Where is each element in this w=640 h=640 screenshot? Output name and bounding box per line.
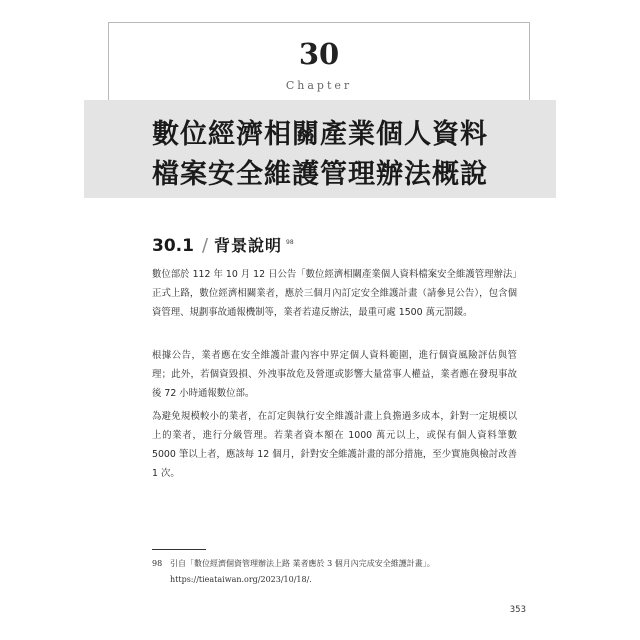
chapter-label: Chapter xyxy=(285,79,353,92)
footnote-number: 98 xyxy=(152,559,163,568)
footnote-rule xyxy=(152,549,206,550)
section-title: 背景說明 xyxy=(214,236,283,255)
section-heading xyxy=(152,233,294,256)
body-paragraph: 數位部於 112 年 10 月 12 日公告「數位經濟相關產業個人資料檔案安全維護管理辦法」正式上路，數位經濟相關業者，應於三個月內訂定安全維護計畫（請參見公告），包含個資管理、規劃事故通報機制等，業者若違反辦法，最重可處 1500 萬元罰鍰。 xyxy=(152,269,517,318)
chapter-header-box xyxy=(108,22,530,108)
body-paragraph: 根據公告，業者應在安全維護計畫內容中界定個人資料範圍，進行個資風險評估與管理；此外，若個資毀損、外洩事故危及營運或影響大量當事人權益，業者應在發現事故後 72 小時通報數位部。 xyxy=(152,350,517,399)
chapter-title-line-1: 數位經濟相關產業個人資料 xyxy=(152,119,488,150)
footnote xyxy=(152,556,524,588)
footnote-reference[interactable]: 98 xyxy=(286,239,294,246)
section-number: 30.1 xyxy=(152,236,194,256)
section-divider-slash: / xyxy=(201,235,209,256)
body-paragraph: 為避免規模較小的業者，在訂定與執行安全維護計畫上負擔過多成本，針對一定規模以上的業者，進行分級管理。若業者資本額在 1000 萬元以上，或保有個人資料筆數 5000 筆以上者，應該每 12 個月，針對安全維護計畫的部分措施，至少實施與檢討改善 1 次。 xyxy=(152,411,517,479)
page-number: 353 xyxy=(509,605,526,615)
chapter-title-line-2: 檔案安全維護管理辦法概說 xyxy=(152,159,488,190)
chapter-number: 30 xyxy=(298,37,340,71)
footnote-url[interactable]: https://tieataiwan.org/2023/10/18/. xyxy=(170,575,312,584)
chapter-title-band xyxy=(84,100,556,198)
footnote-text: 引自「數位經濟個資管理辦法上路 業者應於 3 個月內完成安全維護計畫」。 xyxy=(170,559,435,568)
